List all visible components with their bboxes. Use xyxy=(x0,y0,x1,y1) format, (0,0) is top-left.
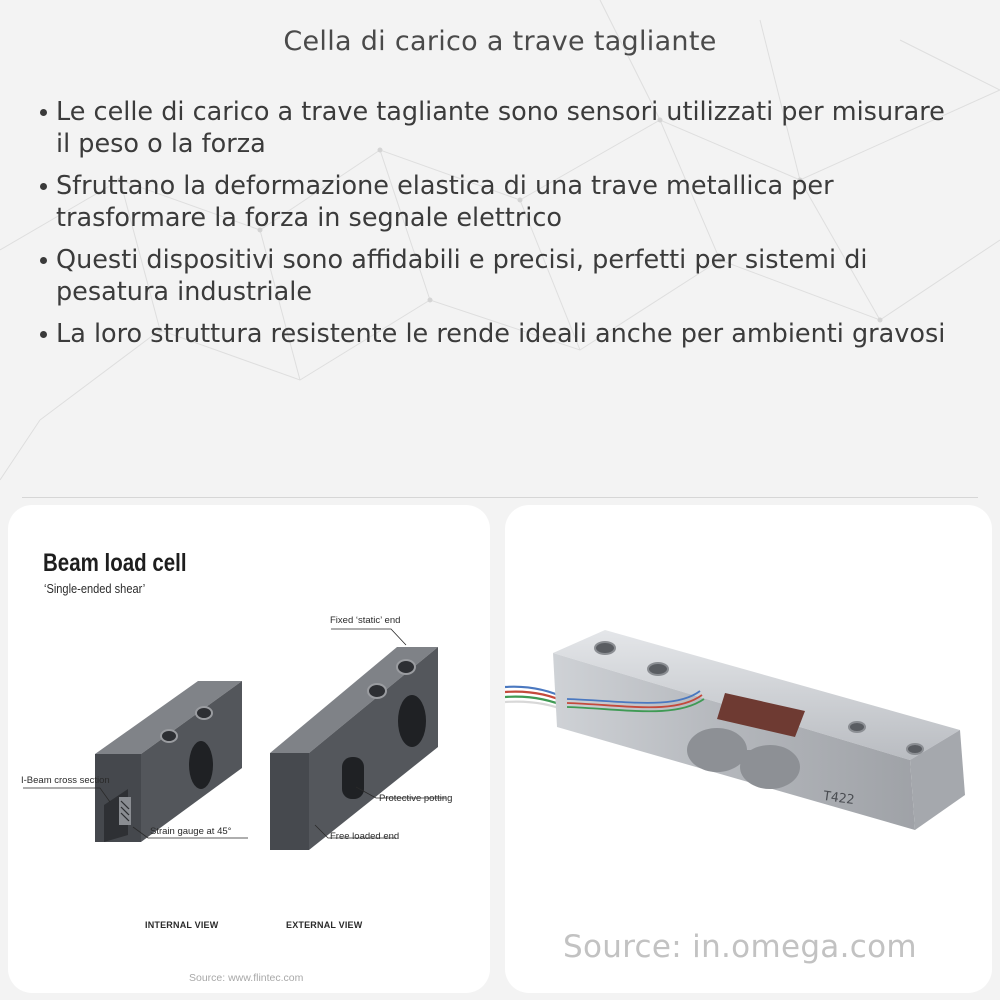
bullet-dot xyxy=(40,331,47,338)
internal-view-block xyxy=(95,681,242,842)
slide-title: Cella di carico a trave tagliante xyxy=(283,26,717,57)
bullet-dot xyxy=(40,257,47,264)
load-cell-photo xyxy=(505,505,992,993)
bullet-text: Le celle di carico a trave tagliante sono sensori utilizzati per misurare il peso o la forza xyxy=(56,97,945,159)
callout-strain-gauge: Strain gauge at 45° xyxy=(150,826,232,837)
bullet-text: La loro struttura resistente le rende ideali anche per ambienti gravosi xyxy=(56,319,946,349)
callout-potting: Protective potting xyxy=(379,793,453,804)
photo-card xyxy=(505,505,992,993)
section-divider xyxy=(22,497,978,498)
external-view-label: EXTERNAL VIEW xyxy=(286,920,363,930)
bullet-text: Sfruttano la deformazione elastica di una trave metallica per trasformare la forza in segnale elettrico xyxy=(56,171,834,233)
bullet-dot xyxy=(40,109,47,116)
bullet-item xyxy=(36,170,966,234)
internal-view-label: INTERNAL VIEW xyxy=(145,920,219,930)
beam-load-cell-illustration xyxy=(8,505,490,993)
bullet-dot xyxy=(40,183,47,190)
bullet-item xyxy=(36,244,966,308)
callout-fixed-end: Fixed ‘static’ end xyxy=(330,615,401,626)
bullet-text: Questi dispositivi sono affidabili e precisi, perfetti per sistemi di pesatura industriale xyxy=(56,245,868,307)
engraving-label: T422 xyxy=(822,788,856,809)
diagram-title: Beam load cell xyxy=(43,549,187,577)
callout-free-end: Free loaded end xyxy=(330,831,400,842)
photo-source: Source: in.omega.com xyxy=(563,929,917,965)
bullet-item xyxy=(36,96,966,160)
callout-ibeam: I-Beam cross section xyxy=(21,775,110,786)
diagram-source: Source: www.flintec.com xyxy=(189,972,304,984)
diagram-subtitle: ‘Single-ended shear’ xyxy=(44,581,146,596)
bullet-list xyxy=(36,96,966,360)
diagram-card xyxy=(8,505,490,993)
bullet-item xyxy=(36,318,966,350)
external-view-block xyxy=(270,647,438,850)
